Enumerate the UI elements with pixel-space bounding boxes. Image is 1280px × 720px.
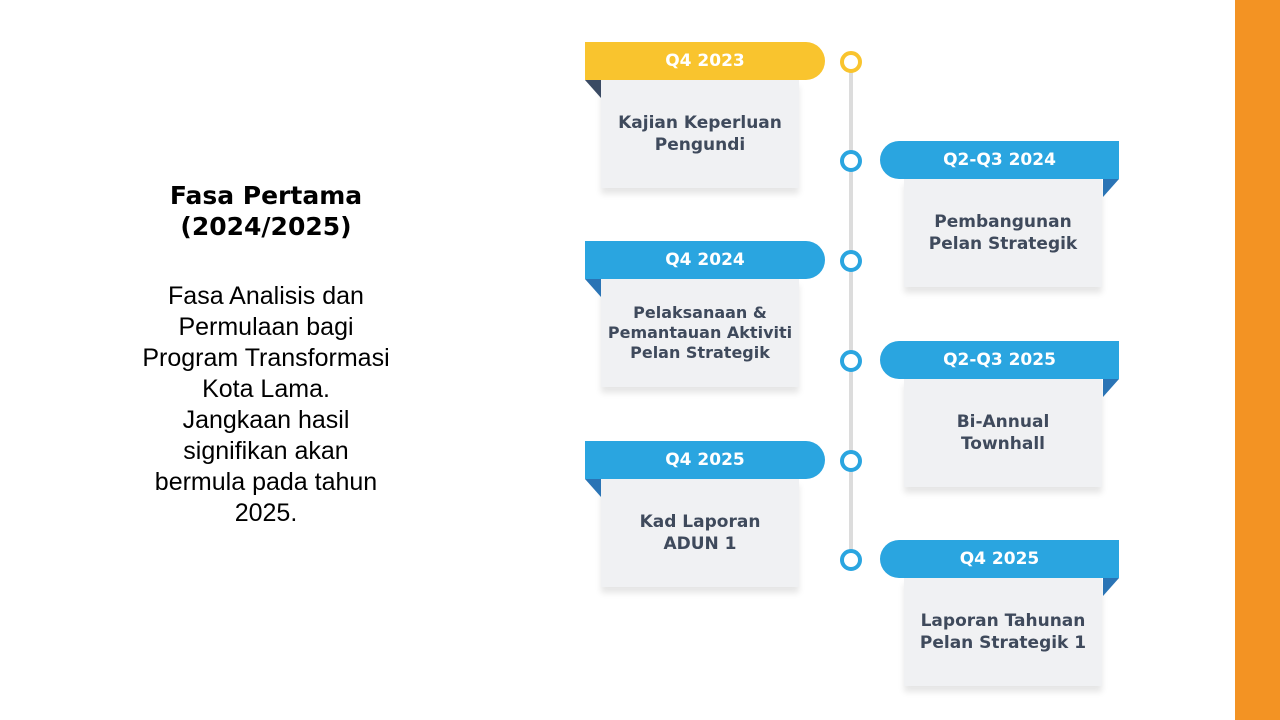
milestone-1-line-1: Kajian Keperluan	[618, 113, 782, 133]
timeline-node-2	[840, 150, 862, 172]
milestone-period-2: Q2-Q3 2024	[880, 141, 1119, 179]
ribbon-fold-1	[585, 80, 601, 98]
milestone-2-line-2: Pelan Strategik	[928, 234, 1078, 254]
milestone-6-line-2: Pelan Strategik 1	[919, 633, 1087, 653]
milestone-period-4: Q2-Q3 2025	[880, 341, 1119, 379]
description-line: signifikan akan	[183, 437, 349, 465]
milestone-period-1: Q4 2023	[585, 42, 825, 80]
description-line: Fasa Analisis dan	[168, 282, 364, 310]
milestone-card-1	[601, 80, 799, 188]
milestone-4-line-2: Townhall	[960, 434, 1046, 454]
phase-summary	[100, 180, 432, 529]
milestone-card-3	[601, 279, 799, 387]
milestone-3-line-3: Pelan Strategik	[630, 343, 770, 362]
milestone-3-line-2: Pemantauan Aktiviti	[607, 323, 793, 342]
description-line: Kota Lama.	[202, 375, 330, 403]
ribbon-fold-3	[585, 279, 601, 297]
timeline-node-5	[840, 450, 862, 472]
ribbon-fold-4	[1103, 379, 1119, 397]
milestone-1-line-2: Pengundi	[654, 135, 746, 155]
milestone-5-line-2: ADUN 1	[663, 534, 737, 554]
ribbon-fold-6	[1103, 578, 1119, 596]
description-line: Permulaan bagi	[178, 313, 354, 341]
milestone-3-line-1: Pelaksanaan &	[633, 303, 767, 322]
milestone-4-line-1: Bi-Annual	[956, 412, 1050, 432]
timeline-node-3	[840, 250, 862, 272]
description-line: Program Transformasi	[142, 344, 390, 372]
ribbon-fold-5	[585, 479, 601, 497]
milestone-card-2	[904, 179, 1102, 287]
description-line: Jangkaan hasil	[182, 406, 350, 434]
description-line: bermula pada tahun	[154, 468, 378, 496]
phase-title-line-1: Fasa Pertama	[169, 181, 363, 210]
timeline-node-6	[840, 549, 862, 571]
description-line: 2025.	[234, 499, 298, 527]
milestone-period-5: Q4 2025	[585, 441, 825, 479]
ribbon-fold-2	[1103, 179, 1119, 197]
milestone-5-line-1: Kad Laporan	[639, 512, 761, 532]
orange-accent-bar	[1235, 0, 1280, 720]
milestone-period-3: Q4 2024	[585, 241, 825, 279]
timeline-node-1	[840, 51, 862, 73]
phase-description	[100, 281, 432, 529]
milestone-card-5	[601, 479, 799, 587]
phase-title	[100, 180, 432, 242]
phase-title-line-2: (2024/2025)	[180, 212, 352, 241]
timeline-axis	[849, 62, 853, 560]
milestone-card-6	[904, 578, 1102, 686]
milestone-card-4	[904, 379, 1102, 487]
milestone-period-6: Q4 2025	[880, 540, 1119, 578]
milestone-2-line-1: Pembangunan	[934, 212, 1072, 232]
milestone-6-line-1: Laporan Tahunan	[920, 611, 1086, 631]
timeline-node-4	[840, 350, 862, 372]
